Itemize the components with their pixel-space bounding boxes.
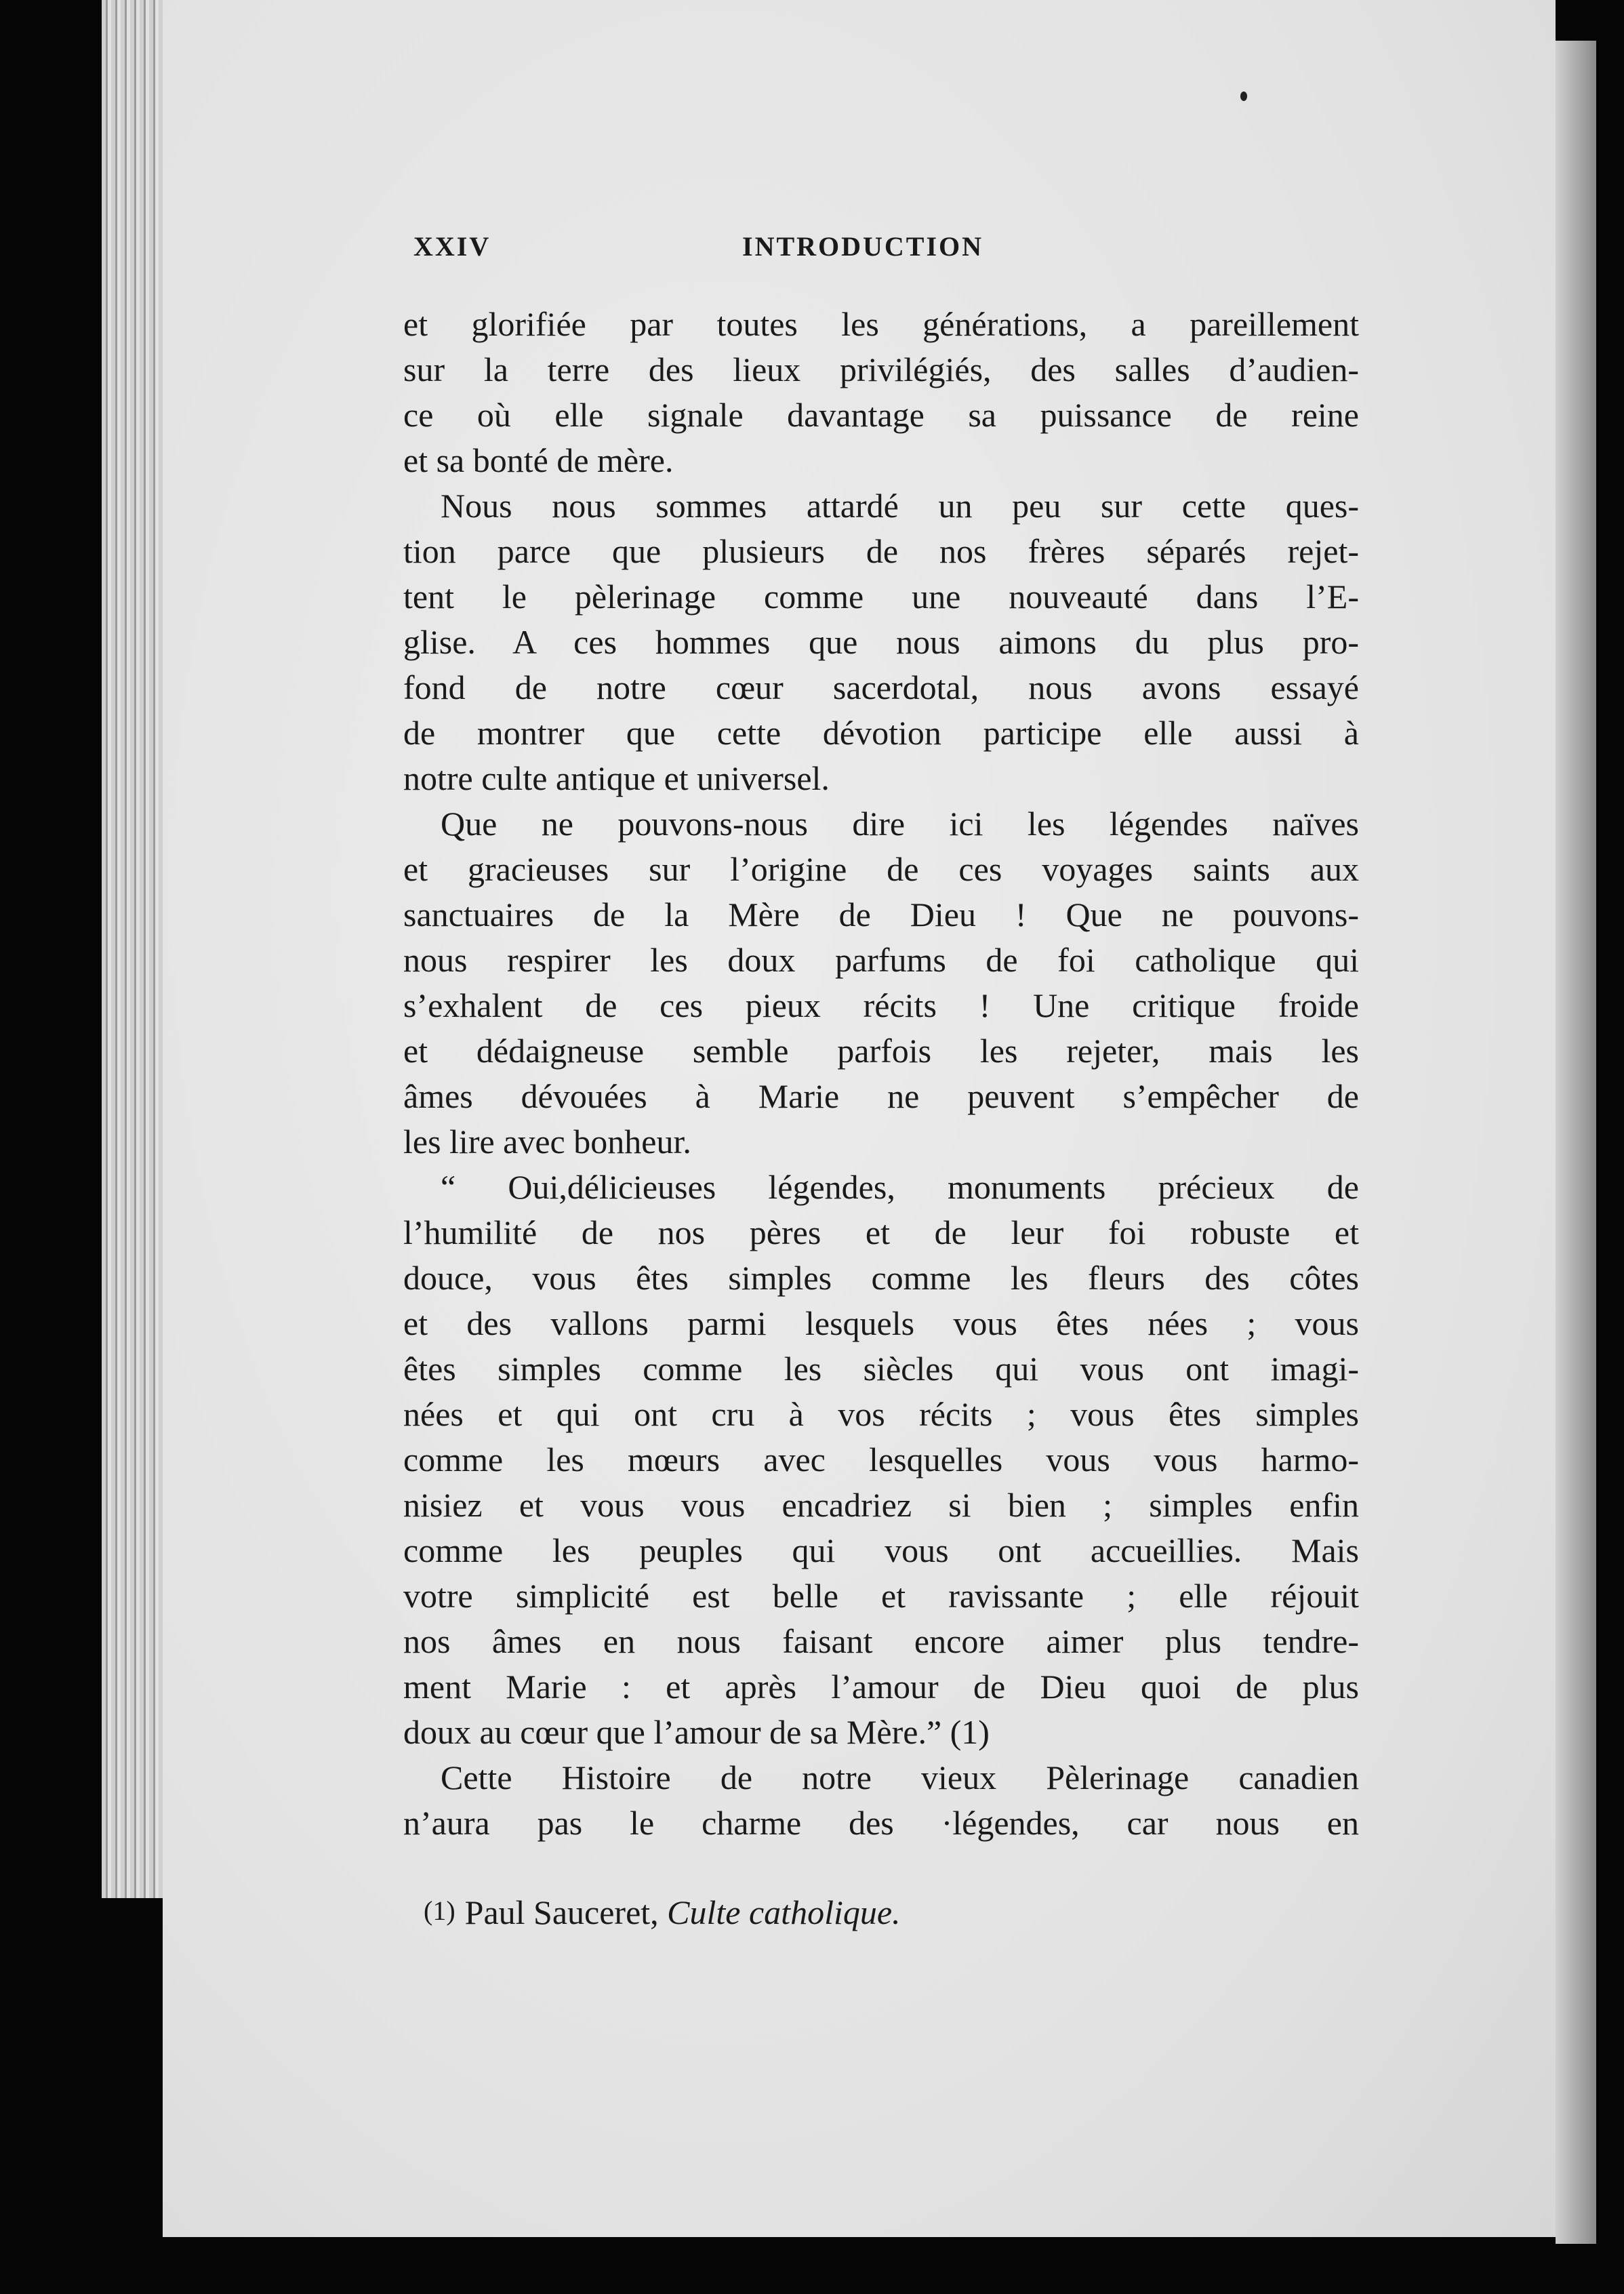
- text-line: “ Oui,délicieuses légendes, monuments précieux de: [441, 1168, 1359, 1206]
- text-line: Cette Histoire de notre vieux Pèlerinage canadien: [441, 1758, 1359, 1796]
- text-block: [403, 210, 1359, 1935]
- text-line: votre simplicité est belle et ravissante ; elle réjouit: [403, 1577, 1359, 1615]
- page-right-edge: [1556, 41, 1596, 2244]
- text-line: comme les peuples qui vous ont accueillies. Mais: [403, 1531, 1359, 1569]
- text-line: et sa bonté de mère.: [403, 441, 674, 479]
- text-line: s’exhalent de ces pieux récits ! Une critique froide: [403, 986, 1359, 1024]
- text-line: glise. A ces hommes que nous aimons du plus pro-: [403, 623, 1359, 661]
- text-line: Nous nous sommes attardé un peu sur cette ques-: [441, 487, 1359, 525]
- footnote-title: Culte catholique.: [667, 1893, 901, 1931]
- text-line: et dédaigneuse semble parfois les rejeter, mais les: [403, 1032, 1359, 1070]
- text-line: et des vallons parmi lesquels vous êtes nées ; vous: [403, 1304, 1359, 1342]
- text-line: et glorifiée par toutes les générations, a pareillement: [403, 305, 1359, 343]
- ink-speck: [1240, 92, 1247, 101]
- text-line: tent le pèlerinage comme une nouveauté dans l’E-: [403, 578, 1359, 616]
- running-title: INTRODUCTION: [742, 231, 984, 262]
- footnote: [403, 1888, 1359, 1935]
- text-line: nous respirer les doux parfums de foi catholique qui: [403, 941, 1359, 979]
- text-line: fond de notre cœur sacerdotal, nous avons essayé: [403, 668, 1359, 706]
- footnote-mark: (1): [424, 1895, 455, 1926]
- text-line: n’aura pas le charme des ·légendes, car nous en: [403, 1804, 1359, 1842]
- text-line: sur la terre des lieux privilégiés, des salles d’audien-: [403, 350, 1359, 388]
- text-line: sanctuaires de la Mère de Dieu ! Que ne pouvons-: [403, 896, 1359, 933]
- text-line: doux au cœur que l’amour de sa Mère.” (1): [403, 1713, 990, 1751]
- text-line: comme les mœurs avec lesquelles vous vous harmo-: [403, 1441, 1359, 1478]
- text-line: les lire avec bonheur.: [403, 1123, 691, 1161]
- text-line: nisiez et vous vous encadriez si bien ; simples enfin: [403, 1486, 1359, 1524]
- text-line: notre culte antique et universel.: [403, 759, 830, 797]
- text-line: nées et qui ont cru à vos récits ; vous êtes simples: [403, 1395, 1359, 1433]
- text-line: l’humilité de nos pères et de leur foi robuste et: [403, 1213, 1359, 1251]
- text-line: nos âmes en nous faisant encore aimer plus tendre-: [403, 1622, 1359, 1660]
- text-line: ment Marie : et après l’amour de Dieu quoi de plus: [403, 1668, 1359, 1706]
- text-line: êtes simples comme les siècles qui vous ont imagi-: [403, 1350, 1359, 1388]
- text-line: âmes dévouées à Marie ne peuvent s’empêcher de: [403, 1077, 1359, 1115]
- text-line: Que ne pouvons-nous dire ici les légendes naïves: [441, 805, 1359, 843]
- running-header: [403, 210, 1359, 264]
- text-line: de montrer que cette dévotion participe elle aussi à: [403, 714, 1359, 752]
- text-line: douce, vous êtes simples comme les fleurs des côtes: [403, 1259, 1359, 1297]
- page-number: XXIV: [413, 231, 491, 262]
- body-text: [403, 302, 1359, 1846]
- text-line: et gracieuses sur l’origine de ces voyages saints aux: [403, 850, 1359, 888]
- text-line: tion parce que plusieurs de nos frères séparés rejet-: [403, 532, 1359, 570]
- footnote-author: Paul Sauceret,: [464, 1893, 659, 1931]
- text-line: ce où elle signale davantage sa puissance de reine: [403, 396, 1359, 434]
